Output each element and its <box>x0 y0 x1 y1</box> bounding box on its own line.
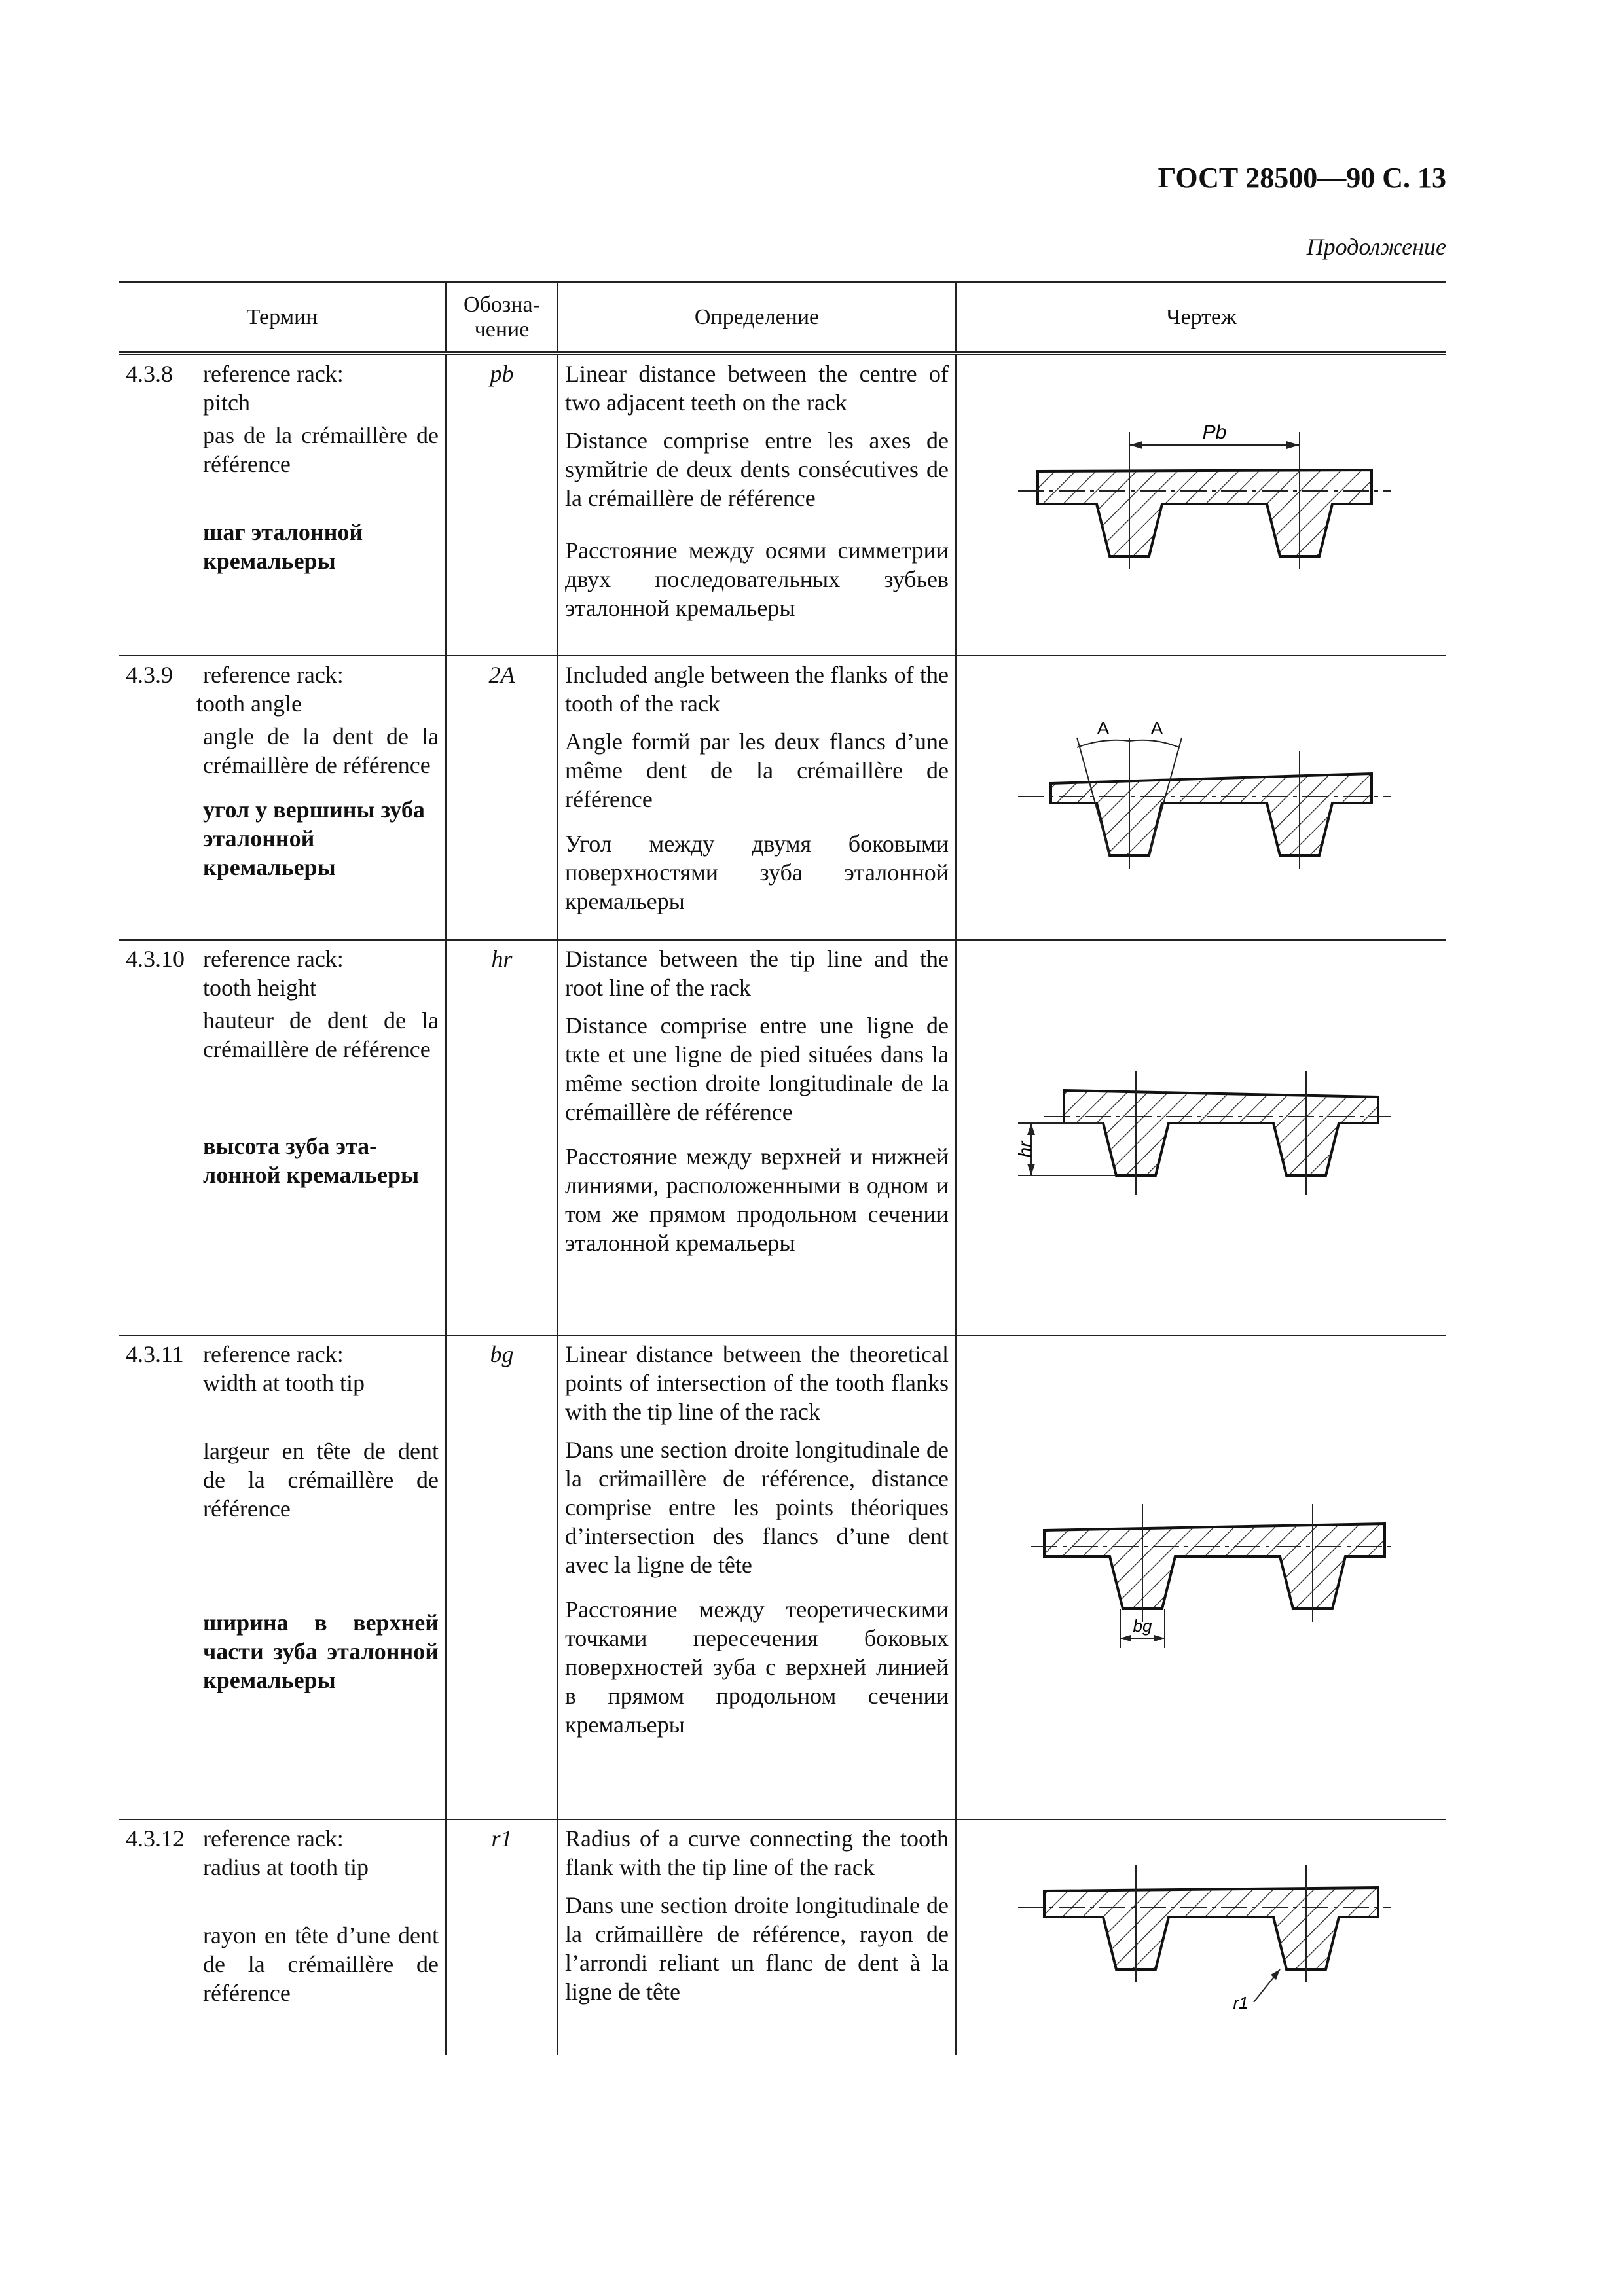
term-en-sub: pitch <box>203 389 250 416</box>
def-ru: Угол между двумя боковыми поверхностями зуба эталонной кремальеры <box>565 831 949 914</box>
def-ru: Расстояние между верхней и нижней линиями, расположенными в одном и том же прямом продольном сечении эталонной кремальеры <box>565 1143 949 1256</box>
term-en-sub: tooth height <box>203 975 316 1001</box>
symbol-cell <box>446 1335 558 1820</box>
definition-cell <box>558 1820 956 2055</box>
symbol: bg <box>490 1341 514 1367</box>
definition-cell <box>558 1335 956 1820</box>
definition-cell <box>558 353 956 656</box>
term-number: 4.3.10 <box>126 946 185 972</box>
rack-tooth-angle-drawing <box>1005 711 1398 882</box>
term-cell <box>119 1335 446 1820</box>
term-fr: pas de la crémaillère de référence <box>203 422 439 477</box>
symbol-cell <box>446 656 558 940</box>
definition-cell <box>558 656 956 940</box>
term-fr: largeur en tête de dent de la crémaillère de référence <box>203 1438 439 1522</box>
definition-cell <box>558 940 956 1335</box>
drawing-label: bg <box>1133 1616 1152 1636</box>
term-en: reference rack: <box>203 361 344 387</box>
term-cell <box>119 656 446 940</box>
drawing-label: r1 <box>1233 1992 1249 2013</box>
table-row <box>119 656 1446 940</box>
def-en: Radius of a curve connecting the tooth flank with the tip line of the rack <box>565 1825 949 1880</box>
table-row <box>119 353 1446 656</box>
def-ru: Расстояние между теоретическими точками пересечения боковых поверхностей зуба с верхней линией в прямом продольном сечении кремальеры <box>565 1596 949 1738</box>
drawing-label: Pb <box>1202 422 1227 443</box>
term-en: reference rack: <box>203 946 344 972</box>
drawing-cell <box>956 940 1446 1335</box>
def-en: Distance between the tip line and the root line of the rack <box>565 946 949 1001</box>
drawing-label-right: A <box>1150 718 1163 738</box>
symbol: hr <box>491 946 513 972</box>
drawing-cell <box>956 353 1446 656</box>
col-header-symbol: Обозна- чение <box>446 283 558 354</box>
def-en: Linear distance between the centre of two adjacent teeth on the rack <box>565 361 949 416</box>
rack-tip-width-drawing <box>1005 1491 1398 1661</box>
term-number: 4.3.12 <box>126 1825 185 1852</box>
rack-pitch-drawing <box>1005 419 1398 589</box>
def-fr: Dans une section droite longitudinale de la crйmaillère de référence, rayon de l’arrondi reliant un flanc de dent à la ligne de tête <box>565 1892 949 2005</box>
term-cell <box>119 940 446 1335</box>
table-header-row <box>119 283 1446 354</box>
terms-table <box>119 281 1446 2055</box>
drawing-cell <box>956 1335 1446 1820</box>
drawing-label-left: A <box>1097 718 1110 738</box>
def-fr: Angle formй par les deux flancs d’une même dent de la crémaillère de référence <box>565 728 949 812</box>
rack-tooth-height-drawing <box>1005 1051 1398 1221</box>
term-en-sub: width at tooth tip <box>203 1370 365 1396</box>
symbol: r1 <box>491 1825 513 1852</box>
term-ru: ширина в верхней части зуба эталонной кремальеры <box>203 1609 439 1693</box>
table-row <box>119 1335 1446 1820</box>
term-en: reference rack: <box>203 1825 344 1852</box>
symbol-cell <box>446 353 558 656</box>
table-row <box>119 1820 1446 2055</box>
def-en: Included angle between the flanks of the tooth of the rack <box>565 662 949 717</box>
term-cell <box>119 1820 446 2055</box>
term-ru: угол у вершины зуба эталонной кремальеры <box>203 797 425 880</box>
continuation-label: Продолжение <box>1306 234 1446 260</box>
term-ru: шаг эталонной кремальеры <box>203 519 363 574</box>
table-row <box>119 940 1446 1335</box>
term-en-sub: tooth angle <box>196 691 302 717</box>
def-en: Linear distance between the theoretical points of intersection of the tooth flanks with the tip line of the rack <box>565 1341 949 1425</box>
def-ru: Расстояние между осями симметрии двух последовательных зубьев эталонной кремальеры <box>565 537 949 621</box>
term-cell <box>119 353 446 656</box>
term-fr: angle de la dent de la crémaillère de référence <box>203 723 439 778</box>
def-fr: Dans une section droite longitudinale de la crйmaillère de référence, distance comprise entre les points théoriques d’intersection des flancs d’une dent avec la ligne de tête <box>565 1437 949 1578</box>
rack-tip-radius-drawing <box>1005 1852 1398 2022</box>
term-en: reference rack: <box>203 662 344 688</box>
term-fr: rayon en tête d’une dent de la crémaillère de référence <box>203 1922 439 2006</box>
col-header-drawing: Чертеж <box>956 283 1446 354</box>
drawing-cell <box>956 1820 1446 2055</box>
symbol: pb <box>490 361 514 387</box>
term-number: 4.3.9 <box>126 662 173 688</box>
col-header-definition: Определение <box>558 283 956 354</box>
symbol-cell <box>446 1820 558 2055</box>
def-fr: Distance comprise entre les axes de symйtrie de deux dents consécutives de la crémaillère de référence <box>565 427 949 511</box>
symbol-cell <box>446 940 558 1335</box>
drawing-cell <box>956 656 1446 940</box>
page-header: ГОСТ 28500—90 С. 13 <box>1158 162 1446 194</box>
drawing-label: hr <box>1015 1141 1035 1158</box>
term-number: 4.3.8 <box>126 361 173 387</box>
col-header-term: Термин <box>119 283 446 354</box>
term-ru: высота зуба эталонной кремальеры <box>203 1133 420 1188</box>
term-fr: hauteur de dent de la crémaillère de référence <box>203 1007 439 1062</box>
term-number: 4.3.11 <box>126 1341 184 1367</box>
term-en: reference rack: <box>203 1341 344 1367</box>
def-fr: Distance comprise entre une ligne de tкte et une ligne de pied situées dans la même section droite longitudinale de la crémaillère de référence <box>565 1013 949 1125</box>
term-en-sub: radius at tooth tip <box>203 1854 369 1880</box>
symbol: 2A <box>488 662 515 688</box>
